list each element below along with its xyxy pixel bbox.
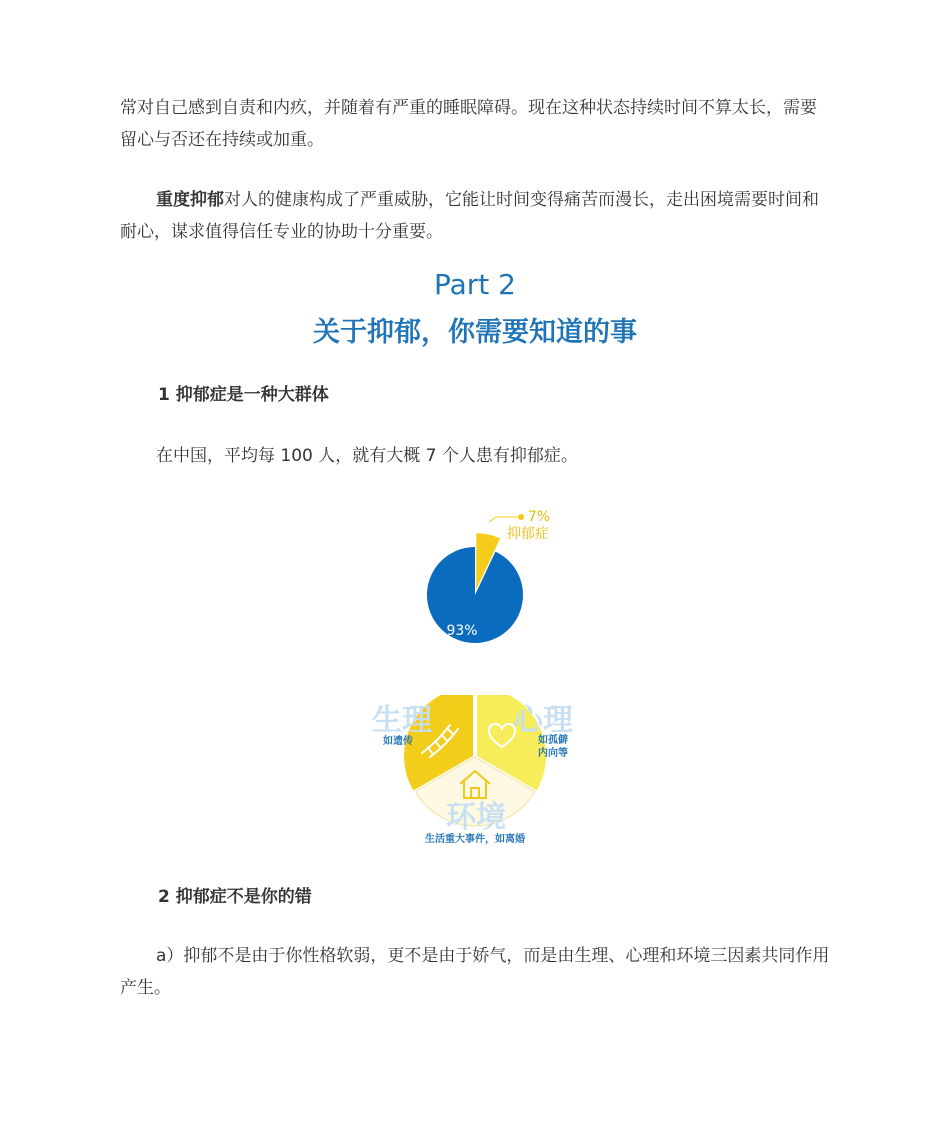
part-title: 关于抑郁，你需要知道的事 [313,317,637,348]
paragraph-severe-depression [120,184,830,248]
paragraph-intro-continued: 常对自己感到自责和内疚，并随着有严重的睡眠障碍。现在这种状态持续时间不算太长，需要留心与否还在持续或加重。 [120,98,817,150]
biology-title: 生理 [372,703,432,738]
psychology-example-line2: 内向等 [538,748,568,759]
severe-depression-term: 重度抑郁 [156,190,224,210]
environment-example: 生活重大事件，如离婚 [425,834,525,845]
environment-title: 环境 [446,800,506,835]
section1-text: 在中国，平均每 100 人，就有大概 7 个人患有抑郁症。 [156,446,578,466]
pie-label-depression-name: 抑郁症 [507,526,549,542]
prevalence-pie-chart [410,500,610,670]
section1-heading: 1 抑郁症是一种大群体 [158,385,329,405]
biology-example: 如遗传 [383,736,413,747]
section2-heading: 2 抑郁症不是你的错 [158,887,312,907]
pie-callout-line [489,517,521,522]
severe-depression-text: 对人的健康构成了严重威胁，它能让时间变得痛苦而漫长，走出困境需要时间和耐心，谋求值得信任专业的协助十分重要。 [120,190,819,242]
three-factors-diagram [350,695,610,865]
pie-label-depression-pct: 7% [527,509,551,525]
pie-label-major-pct: 93% [446,623,478,639]
psychology-title: 心理 [513,703,573,738]
pie-callout-dot [518,514,524,520]
section2-text: a）抑郁不是由于你性格软弱，更不是由于娇气，而是由生理、心理和环境三因素共同作用产生。 [120,946,830,998]
psychology-example-line1: 如孤僻 [538,735,568,746]
part-number: Part 2 [434,268,516,301]
